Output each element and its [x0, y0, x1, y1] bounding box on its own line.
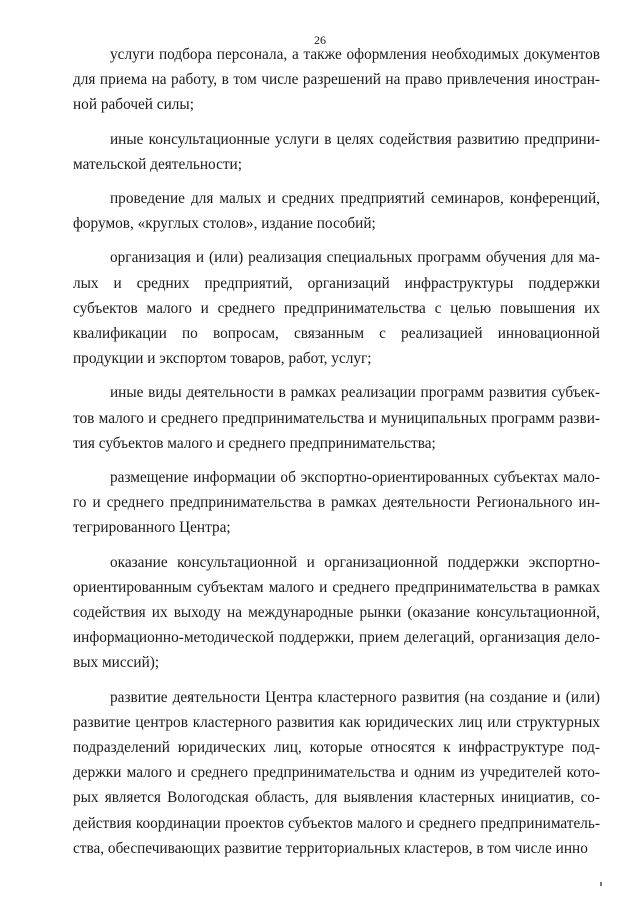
paragraph-development-programs: иные виды деятельности в рамках реализации программ развития субъектов малого и среднего предпринимательства и муниципальных программ развития субъектов малого и среднего предпринимательства; — [73, 384, 600, 452]
page-number: 26 — [314, 33, 326, 47]
paragraph-export-information: размещение информации об экспортно-ориентированных субъектах малого и среднего предпринимательства в рамках деятельности Регионального интегрированного Центра; — [73, 469, 600, 537]
paragraph-export-support: оказание консультационной и организационной поддержки экспортно-ориентированным субъектам малого и среднего предпринимательства в рамках содействия их выходу на международные рынки (оказание консультационной, информационно-методической поддержки, прием делегаций, организация деловых миссий); — [73, 553, 600, 672]
document-body — [73, 42, 600, 861]
paragraph-cluster-development: развитие деятельности Центра кластерного развития (на создание и (или) развитие центров кластерного развития как юридических лиц или структурных подразделений юридических лиц, которые относятся к инфраструктуре поддержки малого и среднего предпринимательства и одним из учредителей которых является Вологодская область, для выявления кластерных инициатив, содействия координации проектов субъектов малого и среднего предпринимательства, обеспечивающих развитие территориальных кластеров, в том числе инно — [73, 688, 600, 857]
paragraph-training-programs: организация и (или) реализация специальных программ обучения для малых и средних предприятий, организаций инфраструктуры поддержки субъектов малого и среднего предпринимательства с целью повышения их квалификации по вопросам, связанным с реализацией инновационной продукции и экспортом товаров, работ, услуг; — [73, 249, 600, 368]
paragraph-personnel-services: услуги подбора персонала, а также оформления необходимых документов для приема на работу, в том числе разрешений на право привлечения иностранной рабочей силы; — [73, 46, 600, 114]
scan-mark — [600, 882, 602, 886]
paragraph-seminars: проведение для малых и средних предприятий семинаров, конференций, форумов, «круглых столов», издание пособий; — [73, 190, 600, 233]
paragraph-consulting-services: иные консультационные услуги в целях содействия развитию предпринимательской деятельности; — [73, 130, 600, 173]
